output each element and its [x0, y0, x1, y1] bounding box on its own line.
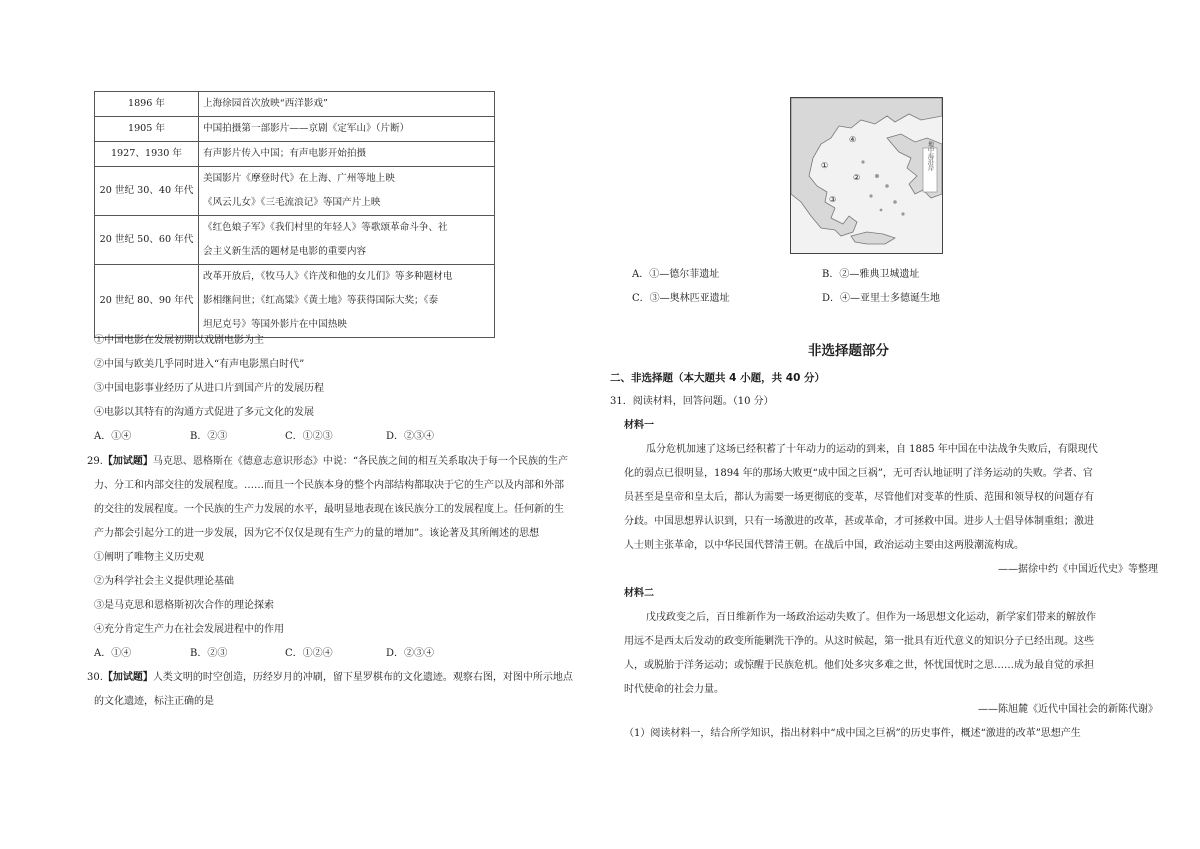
table-cell-year: 1896 年	[95, 92, 199, 117]
q28-option-d[interactable]: D．②③④	[386, 431, 435, 442]
map-label-1: ①	[821, 161, 829, 170]
map-label-4: ④	[849, 135, 857, 144]
table-cell-event: 中国拍摄第一部影片——京剧《定军山》（片断）	[199, 117, 495, 142]
material-1-line: 分歧。中国思想界认识到，只有一场激进的改革，甚或革命，才可拯救中国。进步人士倡导体制重组；激进	[624, 516, 1094, 527]
q29-number: 29.	[87, 456, 103, 467]
table-row	[95, 117, 495, 142]
q29-option-a[interactable]: A．①④	[94, 648, 132, 659]
table-cell-year: 20 世纪 50、60 年代	[95, 216, 199, 265]
q30-stem-line: 的文化遗迹，标注正确的是	[94, 696, 214, 707]
q29-option-c[interactable]: C．①②④	[285, 648, 333, 659]
q30-stem-line: 30.【加试题】人类文明的时空创造，历经岁月的冲刷，留下星罗棋布的文化遗迹。观察右图，对图中所示地点	[87, 672, 573, 683]
q29-statement: ①阐明了唯物主义历史观	[94, 552, 204, 563]
map-label-3: ③	[829, 195, 837, 204]
map-label-2: ②	[853, 173, 861, 182]
part2-title: 非选择题部分	[808, 343, 889, 359]
greece-map-drawing	[791, 98, 942, 253]
q29-statement: ③是马克思和恩格斯初次合作的理论探索	[94, 600, 274, 611]
q28-statement: ②中国与欧美几乎同时进入“有声电影黑白时代”	[94, 359, 305, 370]
table-row	[95, 92, 495, 117]
material-2-line: 时代使命的社会力量。	[624, 684, 724, 695]
material-2-line: 戊戌政变之后，百日维新作为一场政治运动失败了。但作为一场思想文化运动，新学家们带来的解放作	[646, 612, 1096, 623]
q30-option-d[interactable]: D．④—亚里士多德诞生地	[822, 293, 941, 304]
q31-header: 31．阅读材料，回答问题。（10 分）	[610, 396, 774, 407]
table-cell-event: 美国影片《摩登时代》在上海、广州等地上映 《风云儿女》《三毛流浪记》等国产片上映	[199, 167, 495, 216]
table-cell-event: 《红色娘子军》《我们村里的年轻人》等歌颂革命斗争、社 会主义新生活的题材是电影的重要内容	[199, 216, 495, 265]
map-side-label: 地中海沿岸	[926, 141, 934, 171]
q29-stem-line: 29.【加试题】马克思、恩格斯在《德意志意识形态》中说：“各民族之间的相互关系取决于每一个民族的生产	[87, 456, 569, 467]
q28-statement: ①中国电影在发展初期以戏剧电影为主	[94, 335, 264, 346]
table-cell-event: 改革开放后，《牧马人》《许茂和他的女儿们》等多种题材电 影相继问世；《红高粱》《黄土地》等获得国际大奖；《泰 坦尼克号》等国外影片在中国热映	[199, 265, 495, 338]
table-cell-event: 有声影片传入中国；有声电影开始拍摄	[199, 142, 495, 167]
film-history-table	[94, 91, 495, 338]
greece-map	[790, 97, 943, 254]
q31-subquestion-1: （1）阅读材料一，结合所学知识，指出材料中“成中国之巨祸”的历史事件，概述“激进的改革”思想产生	[624, 728, 1081, 739]
table-cell-year: 20 世纪 30、40 年代	[95, 167, 199, 216]
q29-stem-line: 力、分工和内部交往的发展程度。……而且一个民族本身的整个内部结构都取决于它的生产以及内部和外部	[94, 480, 564, 491]
q30-tag: 【加试题】	[102, 672, 153, 683]
q29-option-d[interactable]: D．②③④	[386, 648, 435, 659]
q28-option-b[interactable]: B．②③	[190, 431, 228, 442]
material-1-title: 材料一	[624, 420, 654, 431]
table-cell-year: 1927、1930 年	[95, 142, 199, 167]
material-1-line: 化的弱点已很明显，1894 年的那场大败更“成中国之巨祸”，无可否认地证明了洋务运动的失败。学者、官	[624, 468, 1093, 479]
table-row	[95, 265, 495, 338]
q28-statement: ③中国电影事业经历了从进口片到国产片的发展历程	[94, 383, 324, 394]
material-2-line: 人，或脱胎于洋务运动；或惊醒于民族危机。他们处多灾多难之世，怀忧国忧时之思……成为最自觉的承担	[624, 660, 1094, 671]
table-row	[95, 167, 495, 216]
table-cell-year: 20 世纪 80、90 年代	[95, 265, 199, 338]
q28-option-a[interactable]: A．①④	[94, 431, 132, 442]
material-1-line: 人士则主张革命，以中华民国代替清王朝。在战后中国，政治运动主要由这两股潮流构成。	[624, 540, 1024, 551]
q29-stem-line: 产力都会引起分工的进一步发展，因为它不仅仅是现有生产力的量的增加”。该论著及其所阐述的思想	[94, 528, 540, 539]
q28-option-c[interactable]: C．①②③	[285, 431, 333, 442]
material-2-source: ——陈旭麓《近代中国社会的新陈代谢》	[978, 704, 1158, 715]
table-cell-year: 1905 年	[95, 117, 199, 142]
q29-option-b[interactable]: B．②③	[190, 648, 228, 659]
q29-tag: 【加试题】	[102, 456, 153, 467]
q30-option-b[interactable]: B．②—雅典卫城遗址	[822, 269, 920, 280]
q29-statement: ④充分肯定生产力在社会发展进程中的作用	[94, 624, 284, 635]
material-1-line: 员甚至是皇帝和皇太后，都认为需要一场更彻底的变革，尽管他们对变革的性质、范围和领导权的问题存有	[624, 492, 1094, 503]
material-1-line: 瓜分危机加速了这场已经积蓄了十年动力的运动的到来，自 1885 年中国在中法战争失败后，有限现代	[646, 444, 1098, 455]
q28-statement: ④电影以其特有的沟通方式促进了多元文化的发展	[94, 407, 314, 418]
q29-statement: ②为科学社会主义提供理论基础	[94, 576, 234, 587]
q29-stem-line: 的交往的发展程度。一个民族的生产力发展的水平，最明显地表现在该民族分工的发展程度上。任何新的生	[94, 504, 564, 515]
q30-option-a[interactable]: A．①—德尔菲遗址	[632, 269, 720, 280]
part2-subtitle: 二、非选择题（本大题共 4 小题，共 40 分）	[610, 372, 826, 384]
table-row	[95, 142, 495, 167]
material-2-line: 用远不是西太后发动的政变所能剿洗干净的。从这时候起，第一批具有近代意义的知识分子已经出现。这些	[624, 636, 1094, 647]
table-cell-event: 上海徐园首次放映“西洋影戏”	[199, 92, 495, 117]
q30-option-c[interactable]: C．③—奥林匹亚遗址	[632, 293, 730, 304]
material-1-source: ——据徐中约《中国近代史》等整理	[998, 564, 1158, 575]
q30-number: 30.	[87, 672, 103, 683]
table-row	[95, 216, 495, 265]
material-2-title: 材料二	[624, 588, 654, 599]
